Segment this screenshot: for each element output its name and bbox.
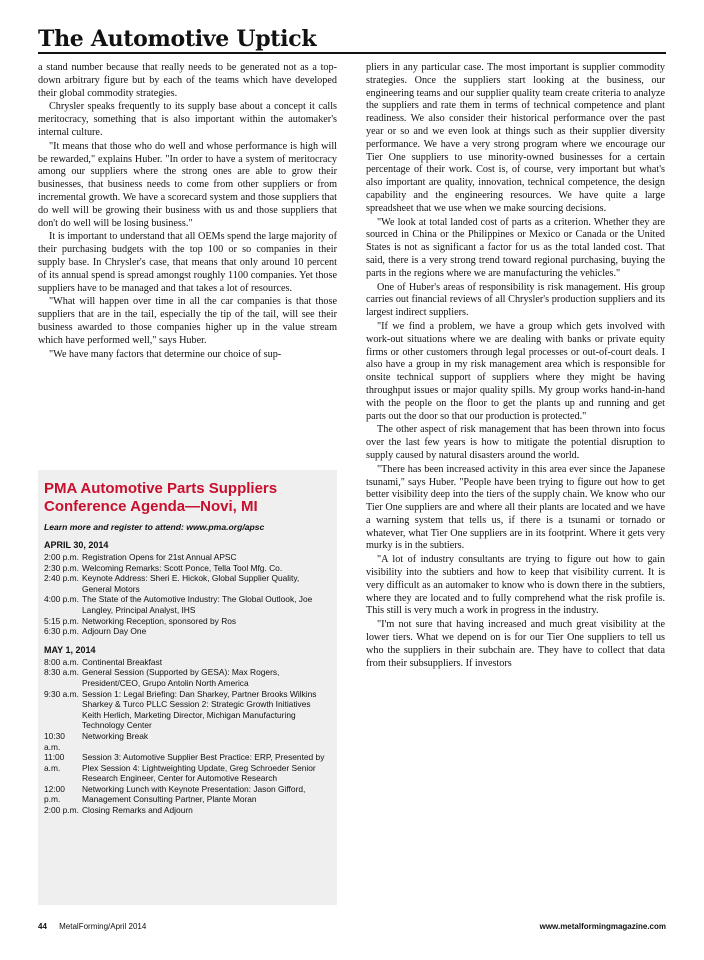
agenda-row: [44, 752, 329, 784]
agenda-event: Adjourn Day One: [82, 626, 147, 637]
agenda-event: Session 1: Legal Briefing: Dan Sharkey, Partner Brooks Wilkins Sharkey & Turco PLLC Session 2: Strategic Growth Initiatives Keith Herlich, Marketing Director, Michigan Manufacturing Technology Center: [82, 688, 317, 731]
agenda-row: [44, 805, 329, 816]
agenda-time: 4:00 p.m.: [44, 594, 79, 605]
agenda-day: [44, 645, 329, 816]
paragraph: pliers in any particular case. The most important is supplier commodity strategies. Once the suppliers start looking at the business, our engineering teams and our supplier quality team create criteria to analyze the suppliers and rate them in terms of technical competence and plant readiness. We also consider their historical performance over the past year or so and we even look at things such as their supplier diversity performance. We have a very strong program where we encourage our Tier One suppliers to use minority-owned businesses for a certain percentage of their work. Cost is, of course, very important but what's also important are quality, innovation, technical competence, the design capability and the engineering resources. We have quite a large spreadsheet that we use when we make sourcing decisions.: [366, 62, 665, 214]
agenda-row: [44, 616, 329, 627]
footer-website[interactable]: www.metalformingmagazine.com: [539, 922, 666, 931]
agenda-row: [44, 573, 329, 594]
sidebar-subtitle: Learn more and register to attend: www.pma.org/apsc: [44, 522, 265, 532]
agenda-sidebar: [38, 470, 337, 905]
left-column: [38, 62, 337, 362]
paragraph: "We look at total landed cost of parts as a criterion. Whether they are sourced in China or the Philippines or Mexico or Canada or the United States is not as significant a factor for us as the total landed cost. That said, there is a very strong trend toward regional purchasing, buying the parts in the regions where we are manufacturing the vehicles.": [366, 216, 665, 279]
agenda-day: [44, 540, 329, 637]
sidebar-title: PMA Automotive Parts Suppliers Conference Agenda—Novi, MI: [44, 480, 278, 515]
agenda-time: 2:00 p.m.: [44, 805, 79, 816]
agenda-event: The State of the Automotive Industry: The Global Outlook, Joe Langley, Principal Analyst, IHS: [82, 594, 313, 615]
right-column: [366, 62, 665, 671]
agenda-event: Session 3: Automotive Supplier Best Practice: ERP, Presented by Plex Session 4: Lightweighting Update, Greg Schroeder Senior Research Engineer, Center for Automotive Research: [82, 752, 325, 784]
paragraph: "What will happen over time in all the car companies is that those suppliers that are in the tail, especially the tip of the tail, will see their business awarded to those companies higher up in the value stream which have performed well," says Huber.: [38, 296, 337, 346]
agenda-event: Networking Lunch with Keynote Presentation: Jason Gifford, Management Consulting Partner, Plante Moran: [82, 783, 306, 805]
agenda-event: Closing Remarks and Adjourn: [82, 805, 193, 816]
title-rule: [38, 52, 666, 54]
agenda-event: General Session (Supported by GESA): Max Rogers, President/CEO, Grupo Antolin North America: [82, 667, 280, 688]
agenda-time: 2:30 p.m.: [44, 562, 79, 573]
agenda-row: [44, 552, 329, 563]
agenda-event: Keynote Address: Sheri E. Hickok, Global Supplier Quality, General Motors: [82, 573, 300, 594]
agenda-time: 9:30 a.m.: [44, 688, 79, 699]
agenda-event: Welcoming Remarks: Scott Ponce, Tella Tool Mfg. Co.: [82, 562, 283, 573]
paragraph: "I'm not sure that having increased and much great visibility at the lower tiers. What we depend on is for our Tier One suppliers to tell us who the suppliers in their subchain are. They have to collect that data from their subsuppliers. If investors: [366, 619, 665, 669]
paragraph: a stand number because that really needs to be generated not as a top-down arbitrary figure but by each of the teams which have developed their global commodity strategies.: [38, 62, 337, 99]
paragraph: The other aspect of risk management that has been thrown into focus over the last few years is how to mitigate the potential disruption to supply caused by natural disasters around the world.: [366, 424, 665, 461]
agenda-time: 8:00 a.m.: [44, 656, 79, 667]
agenda-time: 11:00 a.m.: [44, 752, 65, 773]
agenda-row: [44, 784, 329, 805]
paragraph: "There has been increased activity in this area ever since the Japanese tsunami," says Huber. "People have been trying to figure out how to get better visibility deep into the tiers of the supply chain. We know who our Tier One suppliers are and where all their plants are located and we have a warning system that tells us, if there is a tsunami or tornado or whatever, what Tier One suppliers are in its footprint. Where it gets very murky is in the subtiers.: [366, 463, 665, 552]
paragraph: "A lot of industry consultants are trying to figure out how to gain visibility into the subtiers and how to keep that visibility current. It is very difficult as an automaker to know who is down there in the subtiers, where they are located and to fully comprehend what the risk profile is. This still is very much a work in progress in the industry.: [366, 554, 665, 617]
agenda-time: 2:40 p.m.: [44, 573, 79, 584]
agenda-row: [44, 563, 329, 574]
paragraph: Chrysler speaks frequently to its supply base about a concept it calls meritocracy, something that is also important within the automaker's internal culture.: [38, 101, 337, 138]
footer-left: [38, 922, 146, 931]
page-number: 44: [38, 922, 47, 931]
agenda-event: Networking Break: [82, 730, 149, 741]
agenda-event: Continental Breakfast: [82, 656, 163, 667]
agenda-time: 5:15 p.m.: [44, 615, 79, 626]
paragraph: "If we find a problem, we have a group which gets involved with work-out situations where we are dealing with banks or private equity firms or other customers through legal processes or out-of-court deals. I also have a group in my risk management area which is responsible for onsite technical support of suppliers where they might be having throughput issues or major quality spills. My group works hand-in-hand with the people on the floor to get the plants up and running and get parts out the door so that our production is protected.": [366, 320, 665, 422]
agenda-row: [44, 626, 329, 637]
agenda-event: Registration Opens for 21st Annual APSC: [82, 552, 237, 562]
agenda-time: 2:00 p.m.: [44, 552, 79, 562]
agenda-row: [44, 657, 329, 668]
paragraph: "We have many factors that determine our choice of sup-: [49, 348, 282, 360]
agenda-row: [44, 594, 329, 615]
paragraph: "It means that those who do well and whose performance is high will be rewarded," explains Huber. "In order to have a system of meritocracy among our suppliers where the strong ones are able to grow their businesses, that business needs to come from other suppliers or from incremental growth. We have a scorecard system and those suppliers that do well will be growing their business with us and those suppliers that don't do well will be losing business.": [38, 140, 337, 229]
agenda-time: 6:30 p.m.: [44, 626, 79, 637]
agenda-time: 10:30 a.m.: [44, 730, 65, 752]
agenda-event: Networking Reception, sponsored by Ros: [82, 615, 237, 626]
page-title: The Automotive Uptick: [38, 26, 317, 52]
agenda-row: [44, 689, 329, 731]
agenda-row: [44, 667, 329, 688]
agenda-time: 12:00 p.m.: [44, 783, 65, 805]
agenda-date: MAY 1, 2014: [44, 644, 96, 655]
magazine-issue: MetalForming/April 2014: [59, 922, 147, 931]
paragraph: It is important to understand that all OEMs spend the large majority of their purchasing budgets with the top 100 or so companies in their supply base. In Chrysler's case, that means that only around 10 percent of its annual spend is spread amongst roughly 1100 companies. Yet those suppliers have to be managed and that takes a lot of resources.: [38, 231, 337, 294]
agenda-date: APRIL 30, 2014: [44, 540, 109, 550]
paragraph: One of Huber's areas of responsibility is risk management. His group carries out financial reviews of all Chrysler's production suppliers and its largest indirect suppliers.: [366, 281, 665, 319]
agenda-row: [44, 731, 329, 752]
agenda-time: 8:30 a.m.: [44, 667, 79, 678]
